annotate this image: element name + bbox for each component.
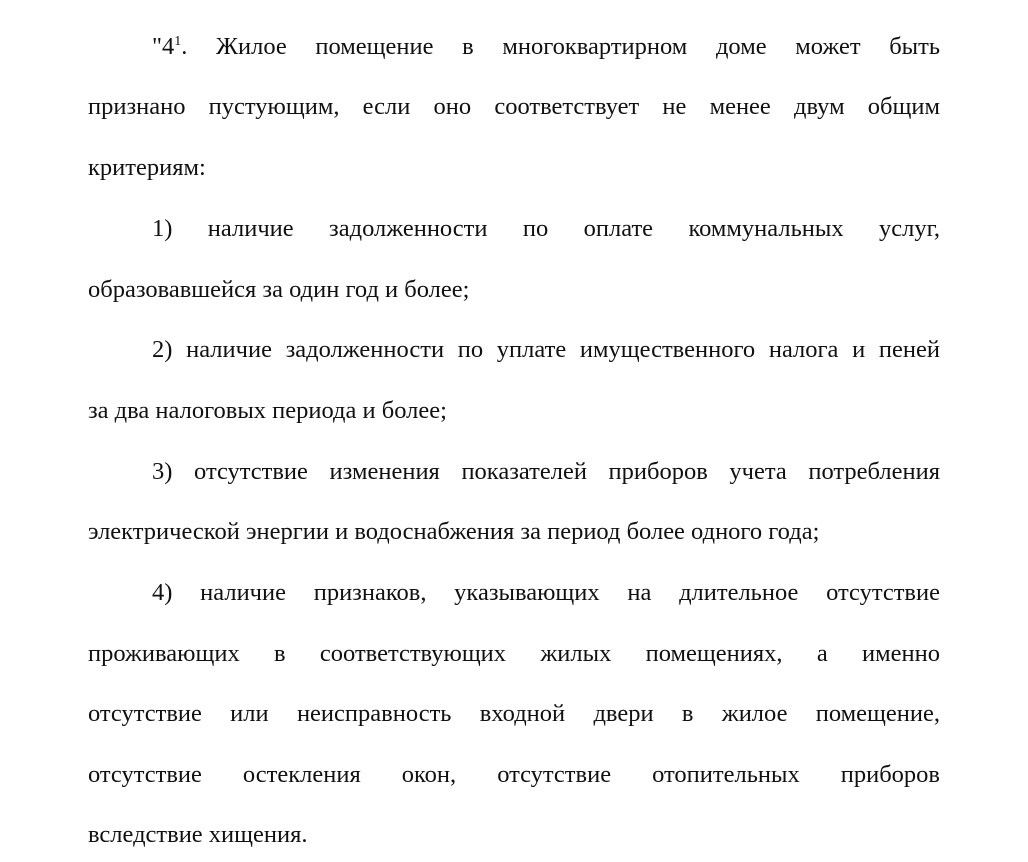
criterion-3-line-2: электрической энергии и водоснабжения за период более одного года;: [88, 518, 820, 545]
criterion-4-line-3: отсутствие или неисправность входной двери в жилое помещение,: [88, 700, 940, 727]
paragraph-4-1-line-2: признано пустующим, если оно соответствует не менее двум общим: [88, 93, 940, 120]
criterion-1-line-2: образовавшейся за один год и более;: [88, 276, 470, 303]
criterion-4-line-4: отсутствие остекления окон, отсутствие отопительных приборов: [88, 761, 940, 788]
criterion-1-line-1: 1) наличие задолженности по оплате коммунальных услуг,: [152, 215, 940, 242]
clause-superscript: 1: [174, 33, 182, 49]
criterion-4-line-2: проживающих в соответствующих жилых помещениях, а именно: [88, 640, 940, 667]
criterion-4-line-5: вследствие хищения.: [88, 821, 308, 848]
criterion-2-line-2: за два налоговых периода и более;: [88, 397, 447, 424]
paragraph-4-1-line-3: критериям:: [88, 154, 206, 181]
document-page: [88, 0, 940, 862]
criterion-4-line-1: 4) наличие признаков, указывающих на длительное отсутствие: [152, 579, 940, 606]
criterion-2-line-1: 2) наличие задолженности по уплате имущественного налога и пеней: [152, 336, 940, 363]
criterion-3-line-1: 3) отсутствие изменения показателей приборов учета потребления: [152, 458, 940, 485]
previous-page-fragment: [88, 0, 940, 2]
paragraph-4-1-line-1: [152, 32, 940, 62]
clause-number-open: "4: [152, 33, 175, 60]
clause-text: . Жилое помещение в многоквартирном доме может быть: [181, 33, 940, 60]
